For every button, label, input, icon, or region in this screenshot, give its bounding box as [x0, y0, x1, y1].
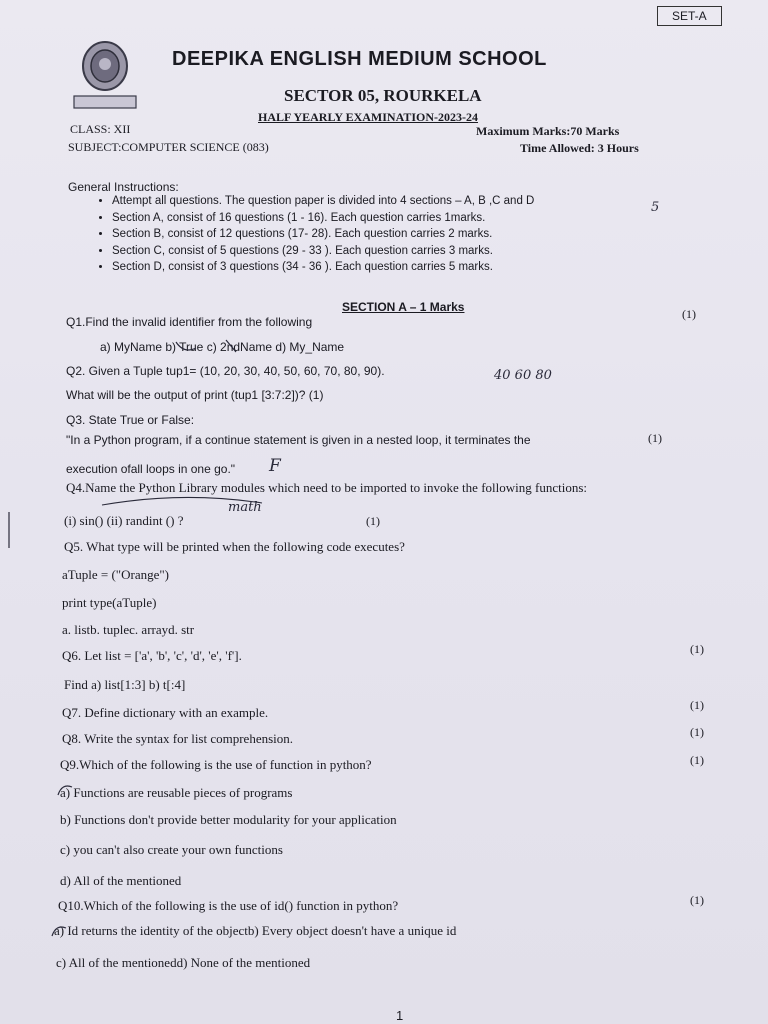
- question-10-marks: (1): [690, 893, 704, 907]
- question-3-marks: (1): [648, 431, 662, 445]
- question-6-part-b: Find a) list[1:3] b) t[:4]: [64, 677, 186, 692]
- question-9-option-b: b) Functions don't provide better modularity for your application: [60, 812, 397, 827]
- question-3-statement: "In a Python program, if a continue statement is given in a nested loop, it terminates the: [66, 433, 531, 447]
- school-name: DEEPIKA ENGLISH MEDIUM SCHOOL: [172, 48, 547, 70]
- question-4: Q4.Name the Python Library modules which need to be imported to invoke the following functions:: [66, 480, 587, 495]
- question-5: Q5. What type will be printed when the following code executes?: [64, 539, 405, 554]
- question-9-option-c: c) you can't also create your own functions: [60, 842, 283, 857]
- question-10-options-cd: c) All of the mentionedd) None of the mentioned: [56, 955, 311, 970]
- handwritten-margin-mark: 5: [651, 200, 660, 215]
- question-4-functions: (i) sin() (ii) randint () ?: [64, 513, 184, 528]
- exam-title: HALF YEARLY EXAMINATION-2023-24: [258, 110, 479, 124]
- time-allowed: Time Allowed: 3 Hours: [520, 141, 639, 155]
- page-number: 1: [396, 1008, 404, 1023]
- question-10: Q10.Which of the following is the use of id() function in python?: [58, 898, 399, 913]
- instruction-item: • Section C, consist of 5 questions (29 - 33 ). Each question carries 3 marks.: [112, 243, 534, 260]
- instruction-item: • Section D, consist of 3 questions (34 - 36 ). Each question carries 5 marks.: [112, 259, 534, 276]
- school-emblem-icon: [70, 36, 140, 114]
- question-7: Q7. Define dictionary with an example.: [62, 705, 269, 720]
- question-2: Q2. Given a Tuple tup1= (10, 20, 30, 40, 50, 60, 70, 80, 90).: [66, 364, 385, 378]
- section-a-title: SECTION A – 1 Marks: [342, 300, 465, 314]
- question-6: Q6. Let list = ['a', 'b', 'c', 'd', 'e', 'f'].: [62, 648, 242, 663]
- question-5-code-line-2: print type(aTuple): [62, 595, 157, 610]
- question-1: Q1.Find the invalid identifier from the following: [66, 315, 313, 329]
- question-6-marks: (1): [690, 642, 704, 656]
- class-label: CLASS: XII: [70, 122, 131, 136]
- question-9: Q9.Which of the following is the use of function in python?: [60, 757, 372, 772]
- handwritten-answer-q3: F: [269, 456, 281, 476]
- question-4-marks: (1): [366, 514, 380, 528]
- question-9-option-a: a) Functions are reusable pieces of programs: [60, 785, 293, 800]
- question-8: Q8. Write the syntax for list comprehension.: [62, 731, 294, 746]
- question-1-marks: (1): [682, 307, 696, 321]
- handwritten-answer-q2: 40 60 80: [494, 368, 552, 383]
- set-label: SET-A: [657, 6, 722, 26]
- question-9-marks: (1): [690, 753, 704, 767]
- handwritten-answer-q4: math: [228, 500, 262, 515]
- instructions-title: General Instructions:: [68, 180, 179, 194]
- school-location: SECTOR 05, ROURKELA: [284, 86, 482, 105]
- instruction-item: • Section B, consist of 12 questions (17- 28). Each question carries 2 marks.: [112, 226, 534, 243]
- question-7-marks: (1): [690, 698, 704, 712]
- question-8-marks: (1): [690, 725, 704, 739]
- subject-label: SUBJECT:COMPUTER SCIENCE (083): [68, 140, 269, 154]
- question-10-options-ab: a) Id returns the identity of the objectb) Every object doesn't have a unique id: [54, 923, 457, 938]
- question-5-code-line-1: aTuple = ("Orange"): [62, 567, 169, 582]
- question-5-options: a. listb. tuplec. arrayd. str: [62, 622, 195, 637]
- max-marks: Maximum Marks:70 Marks: [476, 124, 620, 138]
- instruction-item: • Section A, consist of 16 questions (1 - 16). Each question carries 1marks.: [112, 210, 534, 227]
- question-3: Q3. State True or False:: [66, 413, 195, 427]
- question-2-part-b: What will be the output of print (tup1 [3:7:2])? (1): [66, 388, 324, 402]
- question-1-options: a) MyName b) True c) 2ndName d) My_Name: [100, 340, 345, 354]
- instructions-list: [92, 193, 534, 276]
- question-3-statement-cont: execution ofall loops in one go.": [66, 462, 236, 476]
- question-9-option-d: d) All of the mentioned: [60, 873, 182, 888]
- instruction-item: • Attempt all questions. The question paper is divided into 4 sections – A, B ,C and D: [112, 193, 534, 210]
